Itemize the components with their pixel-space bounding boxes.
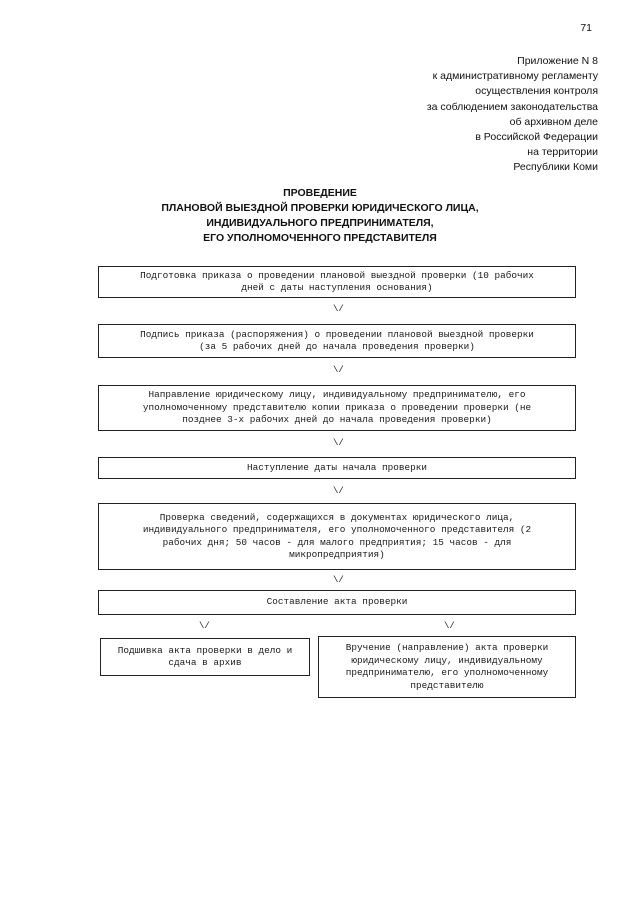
appendix-line: осуществления контроля bbox=[475, 85, 598, 98]
flow-step-text: уполномоченному представителю копии приказа о проведении проверки (не bbox=[142, 401, 532, 413]
flow-step-text: Проверка сведений, содержащихся в документах юридического лица, bbox=[159, 511, 515, 523]
flow-step-text: Вручение (направление) акта проверки bbox=[345, 642, 549, 653]
appendix-line: Приложение N 8 bbox=[517, 55, 598, 67]
flow-arrow: \/ bbox=[333, 365, 344, 375]
flow-step-text: Наступление даты начала проверки bbox=[246, 461, 428, 473]
appendix-line: Республики Коми bbox=[513, 161, 598, 174]
flow-arrow: \/ bbox=[333, 304, 344, 314]
flow-branch-archive bbox=[100, 638, 310, 676]
flow-step-text: Составление акта проверки bbox=[266, 596, 408, 608]
flow-step-text: (за 5 рабочих дней до начала проведения проверки) bbox=[199, 341, 475, 352]
document-title bbox=[0, 186, 640, 246]
title-line: ПРОВЕДЕНИЕ bbox=[283, 187, 357, 199]
title-line: ЕГО УПОЛНОМОЧЕННОГО ПРЕДСТАВИТЕЛЯ bbox=[203, 232, 437, 244]
flow-step-text: Подшивка акта проверки в дело и bbox=[117, 644, 293, 656]
flow-arrow: \/ bbox=[333, 575, 344, 585]
flow-step-draw-up-act bbox=[98, 590, 576, 615]
flow-step-sign-order bbox=[98, 324, 576, 358]
flow-branch-deliver-act bbox=[318, 636, 576, 698]
flow-step-send-copy bbox=[98, 385, 576, 431]
flow-step-text: представителю bbox=[410, 679, 484, 691]
flow-step-text: рабочих дня; 50 часов - для малого предприятия; 15 часов - для bbox=[162, 536, 512, 548]
flow-step-text: Подготовка приказа о проведении плановой выездной проверки (10 рабочих bbox=[140, 269, 534, 281]
flow-step-text: дней с даты наступления основания) bbox=[241, 282, 433, 293]
appendix-line: в Российской Федерации bbox=[475, 131, 598, 144]
flow-arrow-right: \/ bbox=[444, 621, 455, 631]
appendix-header bbox=[427, 54, 598, 176]
flow-step-text: предпринимателю, его уполномоченному bbox=[345, 667, 549, 678]
appendix-line: об архивном деле bbox=[509, 115, 598, 128]
flow-step-prepare-order bbox=[98, 266, 576, 298]
flow-step-text: Подпись приказа (распоряжения) о проведении плановой выездной проверки bbox=[140, 328, 534, 340]
appendix-line: на территории bbox=[527, 146, 598, 159]
flow-arrow: \/ bbox=[333, 438, 344, 448]
flow-step-text: Направление юридическому лицу, индивидуальному предпринимателю, его bbox=[148, 389, 526, 401]
title-line: ПЛАНОВОЙ ВЫЕЗДНОЙ ПРОВЕРКИ ЮРИДИЧЕСКОГО ЛИЦА, bbox=[161, 202, 479, 214]
flow-step-text: позднее 3-х рабочих дней до начала проведения проверки) bbox=[182, 414, 492, 426]
flow-arrow: \/ bbox=[333, 486, 344, 496]
page-number: 71 bbox=[580, 22, 592, 34]
flow-step-verify-documents bbox=[98, 503, 576, 570]
flow-step-text: микропредприятия) bbox=[289, 549, 385, 560]
title-line: ИНДИВИДУАЛЬНОГО ПРЕДПРИНИМАТЕЛЯ, bbox=[206, 217, 434, 229]
flow-step-text: индивидуального предпринимателя, его уполномоченного представителя (2 bbox=[142, 524, 532, 535]
flow-step-start-date bbox=[98, 457, 576, 479]
appendix-line: к административному регламенту bbox=[432, 70, 598, 83]
flow-arrow-left: \/ bbox=[199, 621, 210, 631]
flow-step-text: сдача в архив bbox=[168, 657, 242, 668]
appendix-line: за соблюдением законодательства bbox=[426, 100, 598, 113]
flow-step-text: юридическому лицу, индивидуальному bbox=[351, 654, 543, 666]
